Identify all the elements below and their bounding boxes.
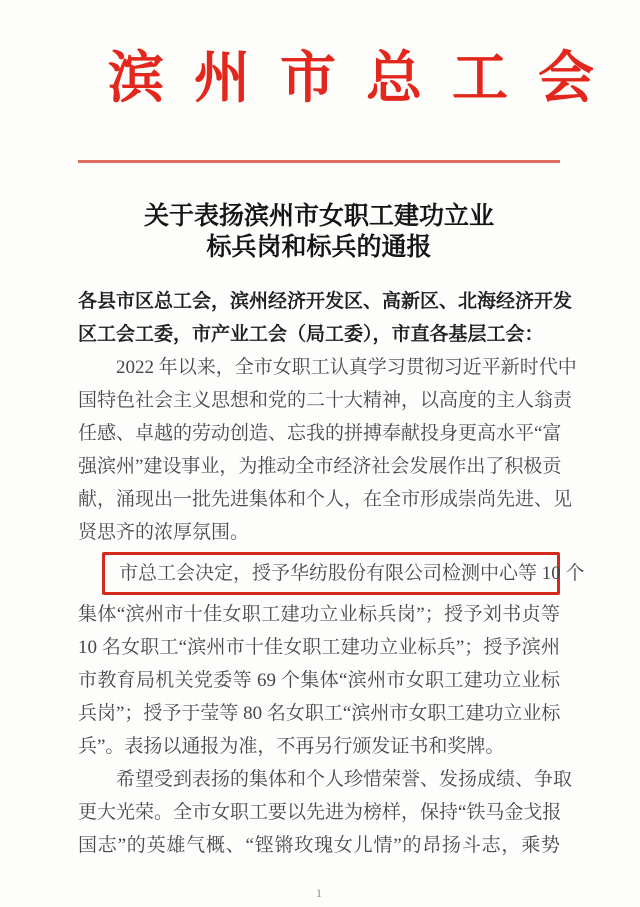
body-line: 2022 年以来，全市女职工认真学习贯彻习近平新时代中: [116, 357, 577, 378]
body-line: 市教育局机关党委等 69 个集体“滨州市女职工建功立业标: [78, 670, 560, 691]
letterhead-org-title: 滨州市总工会: [108, 48, 624, 110]
salutation-line: 区工会工委，市产业工会（局工委），市直各基层工会：: [78, 324, 544, 345]
salutation-line: 各县市区总工会，滨州经济开发区、高新区、北海经济开发: [78, 291, 573, 312]
body-line: 国特色社会主义思想和党的二十大精神，以高度的主人翁责: [78, 390, 573, 411]
body-line: 10 名女职工“滨州市十佳女职工建功立业标兵”；授予滨州: [78, 637, 560, 658]
body-line: 更大光荣。全市女职工要以先进为榜样，保持“铁马金戈报: [78, 802, 562, 823]
body-line: 强滨州”建设事业，为推动全市经济社会发展作出了积极贡: [78, 456, 562, 477]
document-body: [78, 285, 585, 862]
document-title-line2: 标兵岗和标兵的通报: [206, 233, 432, 261]
body-line: 贤思齐的浓厚氛围。: [78, 522, 250, 543]
body-line: 国志”的英雄气概、“铿锵玫瑰女儿情”的昂扬斗志，乘势: [78, 835, 560, 856]
page-number: 1: [316, 886, 322, 900]
paragraph-decision: [78, 552, 585, 763]
red-highlight-box: [102, 552, 585, 595]
paragraph-achievements: [78, 351, 577, 549]
body-line: 希望受到表扬的集体和个人珍惜荣誉、发扬成绩、争取: [116, 769, 573, 790]
salutation: [78, 285, 573, 351]
document-title-line1: 关于表扬滨州市女职工建功立业: [143, 202, 494, 230]
paragraph-hope: [78, 763, 573, 862]
document-title: [78, 201, 560, 263]
body-line: 任感、卓越的劳动创造、忘我的拼搏奉献投身更高水平“富: [78, 423, 562, 444]
body-line: 兵”。表扬以通报为准，不再另行颁发证书和奖牌。: [78, 736, 505, 757]
body-line: 献，涌现出一批先进集体和个人，在全市形成崇尚先进、见: [78, 489, 573, 510]
body-line: 兵岗”；授予于莹等 80 名女职工“滨州市女职工建功立业标: [78, 703, 561, 724]
boxed-line: 市总工会决定，授予华纺股份有限公司检测中心等 10 个: [119, 563, 585, 584]
body-line: 集体“滨州市十佳女职工建功立业标兵岗”；授予刘书贞等: [78, 604, 560, 625]
letterhead-divider: [78, 160, 560, 163]
